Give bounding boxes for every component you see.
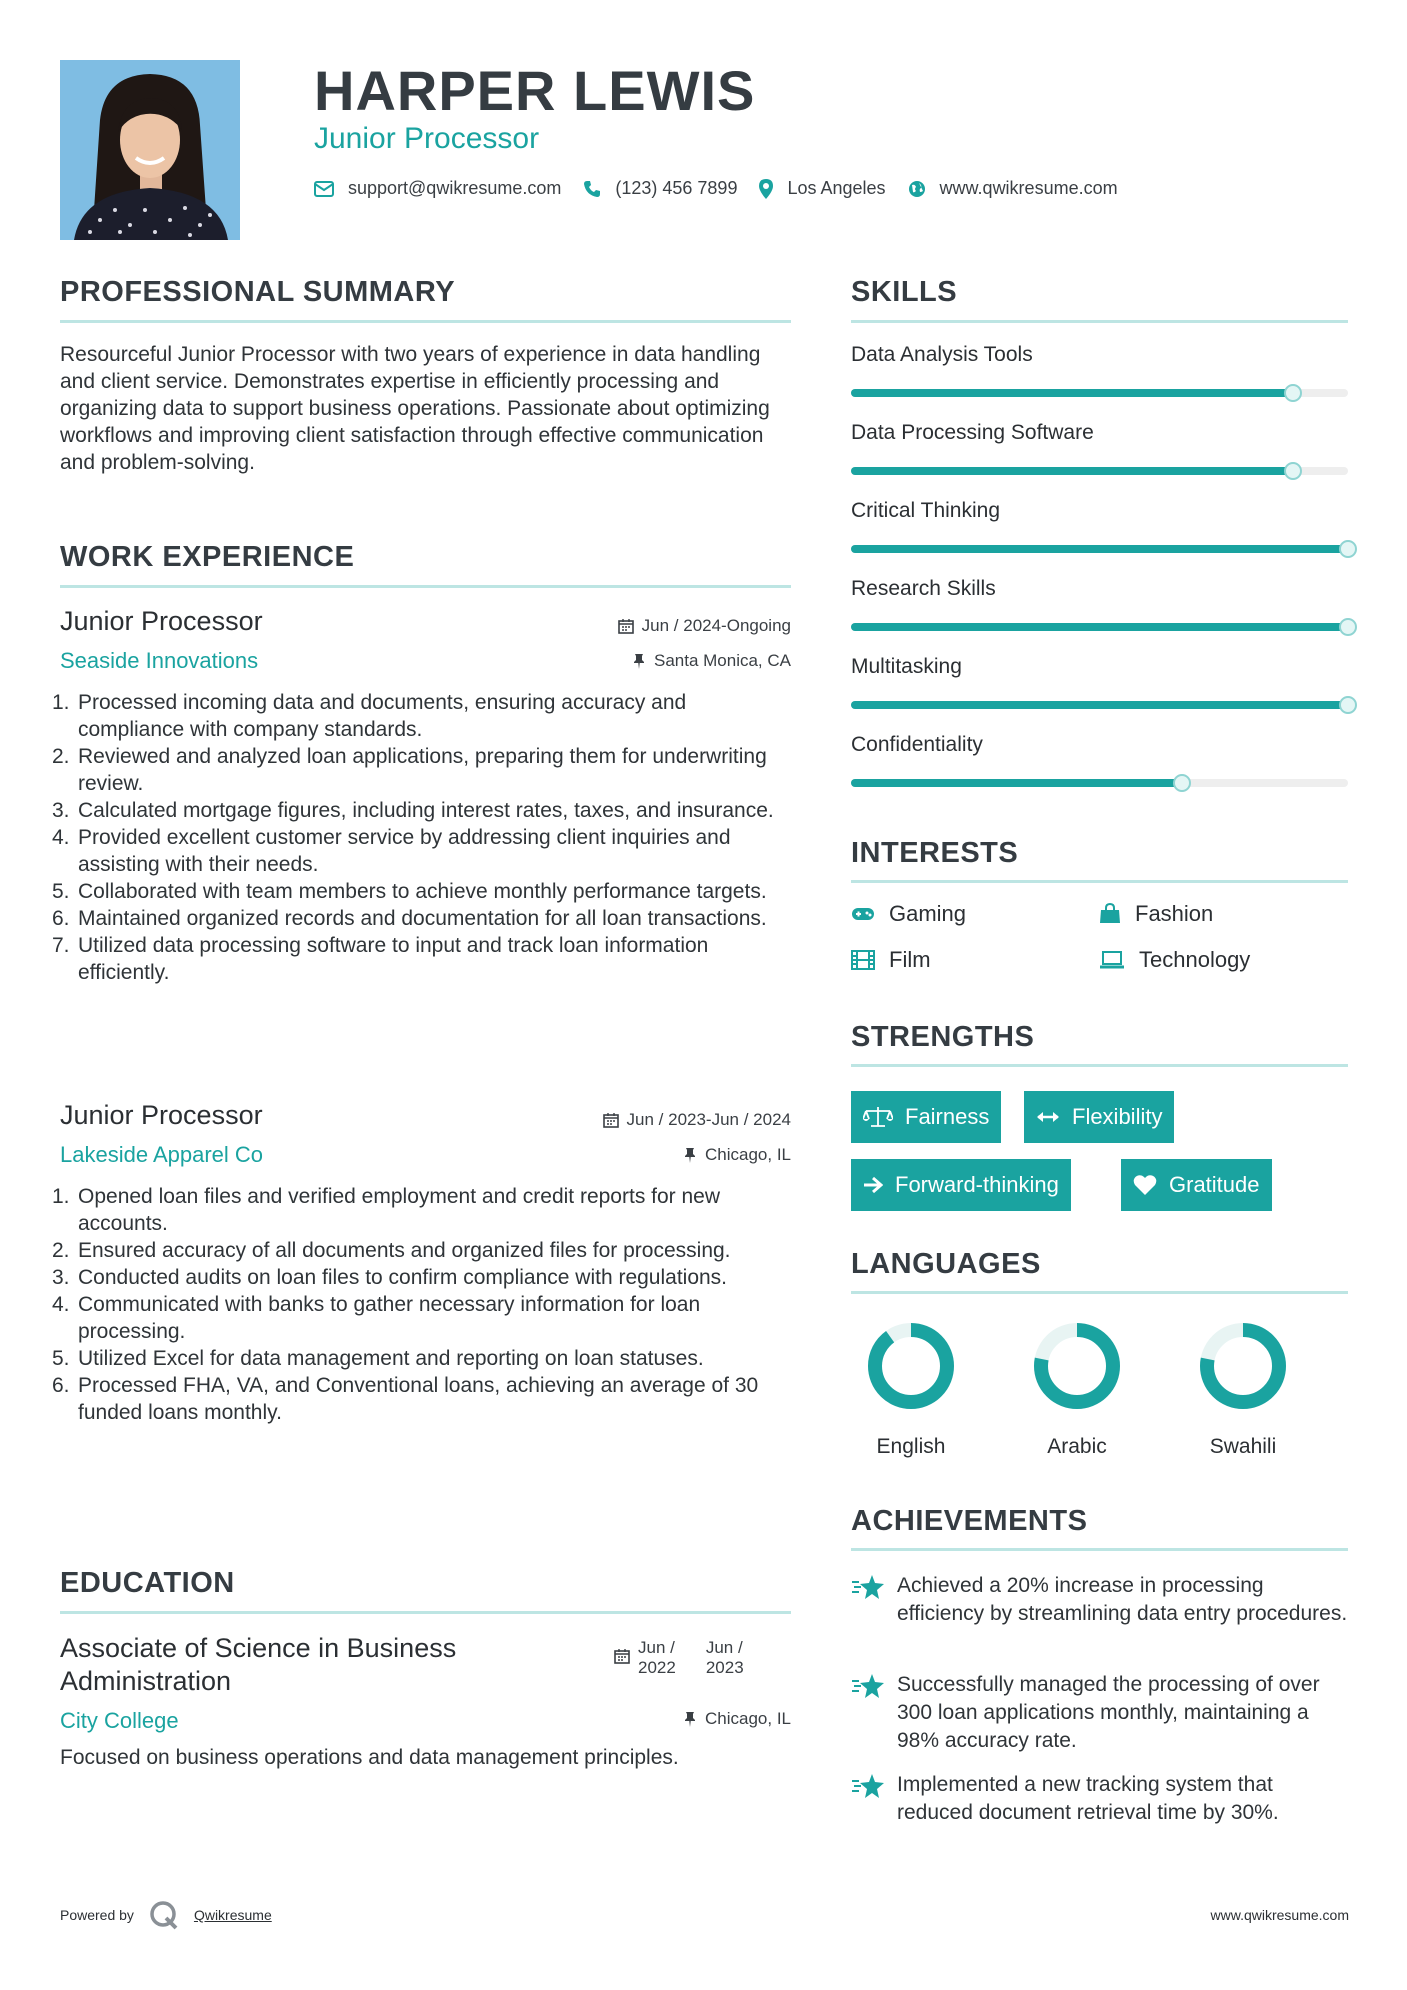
- achievement-text: Implemented a new tracking system that reduced document retrieval time by 30%.: [897, 1773, 1279, 1824]
- job-1-location: [632, 651, 791, 671]
- strength-label: Forward-thinking: [895, 1172, 1059, 1197]
- job-1-company: Seaside Innovations: [60, 648, 259, 673]
- envelope-icon: [314, 181, 334, 197]
- achievement-item: [851, 1671, 1351, 1755]
- language-name: Arabic: [1047, 1435, 1107, 1458]
- skill-bar: [851, 389, 1348, 397]
- duty-item: 2. Reviewed and analyzed loan applications, preparing them for underwriting review.: [52, 745, 767, 795]
- job-2-duties: [52, 1183, 792, 1426]
- skill-name: Data Analysis Tools: [851, 343, 1033, 366]
- education-end-month: Jun /: [705, 1638, 743, 1657]
- duty-item: 5. Collaborated with team members to achieve monthly performance targets.: [52, 880, 767, 903]
- job-2-dates: [603, 1110, 791, 1130]
- duty-item: 6. Processed FHA, VA, and Conventional loans, achieving an average of 30 funded loans monthly.: [52, 1374, 759, 1424]
- skill-bar: [851, 779, 1348, 787]
- strength-tag: [1024, 1091, 1174, 1143]
- strength-label: Gratitude: [1169, 1172, 1260, 1197]
- education-dates: [614, 1638, 744, 1678]
- job-2-location-text: Chicago, IL: [705, 1145, 791, 1164]
- skill-bar: [851, 701, 1348, 709]
- pushpin-icon: [683, 1147, 697, 1163]
- languages-heading: LANGUAGES: [851, 1248, 1041, 1280]
- skill-name: Critical Thinking: [851, 499, 1000, 522]
- duty-item: 1. Processed incoming data and documents, ensuring accuracy and compliance with company standards.: [52, 691, 687, 741]
- heart-icon: [1133, 1174, 1157, 1196]
- duty-item: 1. Opened loan files and verified employment and credit reports for new accounts.: [52, 1185, 721, 1235]
- film-icon: [851, 950, 875, 970]
- job-2-dates-text: Jun / 2023-Jun / 2024: [626, 1110, 791, 1129]
- education-end-year: 2023: [705, 1658, 744, 1677]
- summary-text: Resourceful Junior Processor with two years of experience in data handling and client service. Demonstrates expertise in efficiently processing and organizing data to support business operations. Passionate about optimizing workflows and improving client satisfaction through effective communication and problem-solving.: [60, 343, 770, 474]
- education-degree: Associate of Science in Business Administration: [60, 1633, 457, 1696]
- balance-scale-icon: [863, 1106, 893, 1128]
- education-divider: [60, 1611, 791, 1614]
- interest-label: Fashion: [1135, 901, 1214, 926]
- duty-item: 2. Ensured accuracy of all documents and organized files for processing.: [52, 1239, 731, 1262]
- skill-name: Research Skills: [851, 577, 996, 600]
- skill-name: Confidentiality: [851, 733, 983, 756]
- laptop-icon: [1099, 951, 1125, 969]
- calendar-icon: [618, 618, 634, 634]
- education-school: City College: [60, 1708, 179, 1733]
- arrows-horizontal-icon: [1036, 1110, 1060, 1124]
- summary-divider: [60, 320, 791, 323]
- language-ring: [851, 1316, 971, 1416]
- strength-tag: [1121, 1159, 1272, 1211]
- strength-tag: [851, 1159, 1071, 1211]
- achievements-divider: [851, 1548, 1348, 1551]
- education-heading: EDUCATION: [60, 1567, 235, 1599]
- duty-item: 4. Communicated with banks to gather necessary information for loan processing.: [52, 1293, 701, 1343]
- summary-heading: PROFESSIONAL SUMMARY: [60, 276, 456, 308]
- interest-film: [851, 947, 931, 973]
- email-text: support@qwikresume.com: [348, 178, 562, 198]
- contact-phone[interactable]: [583, 178, 737, 199]
- pushpin-icon: [632, 653, 646, 669]
- achievements-heading: ACHIEVEMENTS: [851, 1505, 1088, 1537]
- experience-divider: [60, 585, 791, 588]
- skill-bar-fill: [851, 545, 1348, 553]
- phone-icon: [583, 180, 601, 198]
- languages-divider: [851, 1291, 1348, 1294]
- education-location: [683, 1709, 791, 1729]
- skill-name: Data Processing Software: [851, 421, 1094, 444]
- skills-heading: SKILLS: [851, 276, 958, 308]
- skill-bar: [851, 467, 1348, 475]
- star-icon: [851, 1773, 885, 1799]
- website-text: www.qwikresume.com: [939, 178, 1118, 198]
- achievement-item: [851, 1572, 1351, 1628]
- job-1-duties: [52, 689, 792, 986]
- skill-name: Multitasking: [851, 655, 962, 678]
- candidate-name: HARPER LEWIS: [314, 59, 756, 122]
- duty-item: 3. Calculated mortgage figures, including interest rates, taxes, and insurance.: [52, 799, 774, 822]
- language-ring: [1017, 1316, 1137, 1416]
- job-2-company: Lakeside Apparel Co: [60, 1142, 264, 1167]
- duty-item: 3. Conducted audits on loan files to confirm compliance with regulations.: [52, 1266, 728, 1289]
- powered-by-text: Powered by: [60, 1907, 134, 1923]
- job-1-location-text: Santa Monica, CA: [653, 651, 791, 670]
- skill-bar: [851, 545, 1348, 553]
- contact-location: [759, 178, 885, 199]
- achievement-text: Achieved a 20% increase in processing efficiency by streamlining data entry procedures.: [897, 1574, 1348, 1625]
- education-description: Focused on business operations and data management principles.: [60, 1746, 679, 1769]
- contact-email[interactable]: [314, 178, 561, 199]
- location-text: Los Angeles: [787, 178, 886, 198]
- interest-fashion: [1099, 901, 1213, 927]
- skill-bar-fill: [851, 623, 1348, 631]
- skills-divider: [851, 320, 1348, 323]
- contact-website[interactable]: [908, 178, 1118, 199]
- strength-tag: [851, 1091, 1001, 1143]
- duty-item: 4. Provided excellent customer service by addressing client inquiries and assisting with their needs.: [52, 826, 731, 876]
- skill-bar-knob: [1173, 774, 1191, 792]
- strength-label: Flexibility: [1072, 1104, 1163, 1129]
- interest-gaming: [851, 901, 966, 927]
- contact-bar: [314, 178, 1140, 199]
- calendar-icon: [603, 1112, 619, 1128]
- duty-item: 6. Maintained organized records and documentation for all loan transactions.: [52, 907, 767, 930]
- job-2-title: Junior Processor: [60, 1100, 263, 1130]
- qwikresume-logo-icon: [148, 1900, 180, 1930]
- skill-bar-knob: [1284, 462, 1302, 480]
- interest-label: Technology: [1139, 947, 1251, 972]
- footer-brand-link[interactable]: Qwikresume: [193, 1907, 272, 1923]
- phone-text: (123) 456 7899: [615, 178, 738, 198]
- job-1-dates: [618, 616, 791, 636]
- pushpin-icon: [683, 1711, 697, 1727]
- job-1-title: Junior Processor: [60, 606, 263, 636]
- arrow-right-icon: [863, 1176, 883, 1194]
- skill-bar-knob: [1339, 540, 1357, 558]
- skill-bar-fill: [851, 701, 1348, 709]
- footer-url[interactable]: www.qwikresume.com: [1210, 1907, 1349, 1923]
- interests-divider: [851, 880, 1348, 883]
- gamepad-icon: [851, 906, 875, 922]
- skill-bar-fill: [851, 389, 1293, 397]
- achievement-text: Successfully managed the processing of over 300 loan applications monthly, maintaining a 98% accuracy rate.: [897, 1673, 1320, 1752]
- profile-photo: [60, 60, 240, 240]
- calendar-icon: [614, 1648, 630, 1664]
- map-marker-icon: [759, 179, 773, 199]
- candidate-title: Junior Processor: [314, 122, 540, 155]
- skill-bar-fill: [851, 779, 1182, 787]
- skill-bar: [851, 623, 1348, 631]
- duty-item: 7. Utilized data processing software to input and track loan information efficiently.: [52, 934, 709, 984]
- strength-label: Fairness: [905, 1104, 990, 1129]
- interest-label: Film: [889, 947, 931, 972]
- experience-heading: WORK EXPERIENCE: [60, 541, 355, 573]
- globe-icon: [908, 180, 926, 198]
- language-name: Swahili: [1209, 1435, 1277, 1458]
- star-icon: [851, 1574, 885, 1600]
- interest-label: Gaming: [889, 901, 967, 926]
- duty-item: 5. Utilized Excel for data management and reporting on loan statuses.: [52, 1347, 704, 1370]
- shopping-bag-icon: [1099, 903, 1121, 925]
- education-location-text: Chicago, IL: [705, 1709, 791, 1728]
- skill-bar-knob: [1284, 384, 1302, 402]
- language-ring: [1183, 1316, 1303, 1416]
- job-2-location: [683, 1145, 791, 1165]
- strengths-divider: [851, 1064, 1348, 1067]
- footer-powered-by: [60, 1900, 272, 1930]
- job-1-dates-text: Jun / 2024-Ongoing: [641, 616, 791, 635]
- interest-technology: [1099, 947, 1250, 973]
- education-start-month: Jun /: [638, 1638, 675, 1657]
- skill-bar-knob: [1339, 696, 1357, 714]
- interests-heading: INTERESTS: [851, 837, 1019, 869]
- skill-bar-knob: [1339, 618, 1357, 636]
- star-icon: [851, 1673, 885, 1699]
- strengths-heading: STRENGTHS: [851, 1021, 1035, 1053]
- education-start-year: 2022: [638, 1658, 676, 1677]
- skill-bar-fill: [851, 467, 1293, 475]
- language-name: English: [876, 1435, 946, 1458]
- achievement-item: [851, 1771, 1351, 1827]
